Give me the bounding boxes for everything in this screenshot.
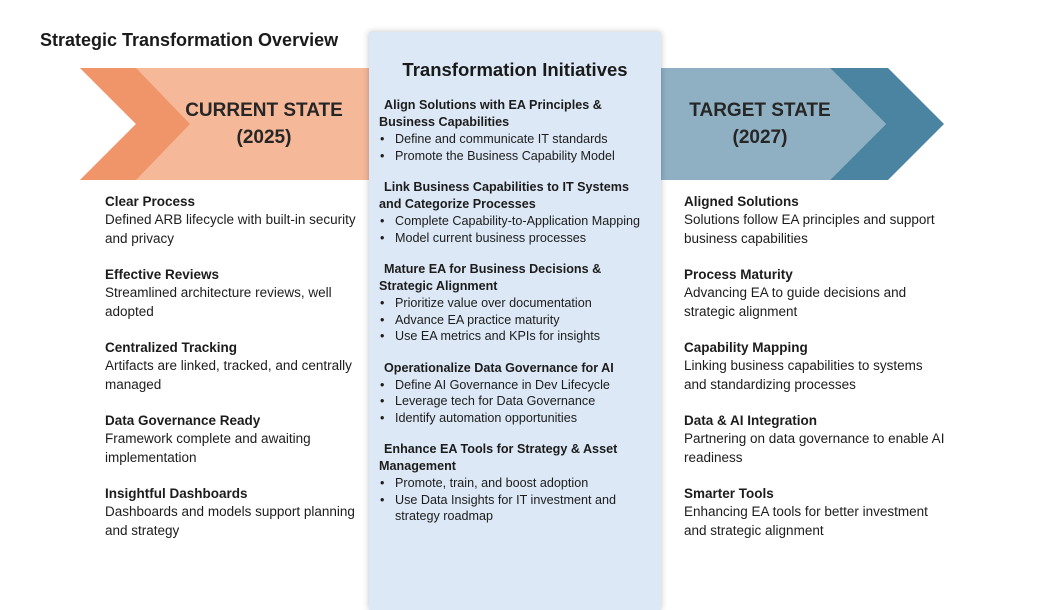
item-heading: Centralized Tracking — [105, 340, 238, 355]
item-heading: Process Maturity — [684, 267, 793, 282]
item-description: Defined ARB lifecycle with built-in security and privacy — [105, 212, 356, 246]
initiative-group — [379, 441, 654, 525]
initiative-bullets — [379, 475, 654, 525]
initiative-heading: Align Solutions with EA Principles & Business Capabilities — [379, 98, 602, 129]
item-heading: Insightful Dashboards — [105, 486, 248, 501]
initiative-bullets — [379, 213, 654, 246]
initiative-bullet: • Promote the Business Capability Model — [379, 148, 654, 165]
initiative-group — [379, 261, 654, 345]
list-item — [105, 193, 367, 248]
item-description: Dashboards and models support planning and strategy — [105, 504, 355, 538]
initiative-group — [379, 179, 654, 246]
initiatives-title: Transformation Initiatives — [402, 59, 628, 80]
item-description: Framework complete and awaiting implementation — [105, 431, 311, 465]
item-description: Solutions follow EA principles and support business capabilities — [684, 212, 935, 246]
current-state-label — [180, 97, 348, 151]
item-description: Streamlined architecture reviews, well adopted — [105, 285, 332, 319]
item-description: Artifacts are linked, tracked, and centrally managed — [105, 358, 352, 392]
initiative-bullet: • Complete Capability-to-Application Mapping — [379, 213, 654, 230]
list-item — [684, 485, 946, 540]
item-heading: Capability Mapping — [684, 340, 808, 355]
initiative-bullet: • Advance EA practice maturity — [379, 312, 654, 329]
target-state-label — [680, 97, 840, 151]
initiative-heading: Enhance EA Tools for Strategy & Asset Management — [379, 442, 618, 473]
item-heading: Smarter Tools — [684, 486, 774, 501]
list-item — [684, 193, 946, 248]
initiative-heading: Link Business Capabilities to IT Systems and Categorize Processes — [379, 180, 629, 211]
list-item — [105, 339, 367, 394]
current-state-title: CURRENT STATE — [185, 100, 343, 121]
initiative-heading: Mature EA for Business Decisions & Strategic Alignment — [379, 262, 602, 293]
item-description: Advancing EA to guide decisions and strategic alignment — [684, 285, 907, 319]
list-item — [105, 485, 367, 540]
transformation-initiatives-panel — [369, 32, 661, 610]
target-state-list — [684, 193, 946, 558]
initiative-heading: Operationalize Data Governance for AI — [384, 360, 614, 375]
item-heading: Data & AI Integration — [684, 413, 818, 428]
initiative-bullet: • Leverage tech for Data Governance — [379, 393, 654, 410]
target-state-title: TARGET STATE — [689, 100, 831, 121]
list-item — [105, 266, 367, 321]
item-description: Enhancing EA tools for better investment and strategic alignment — [684, 504, 928, 538]
current-state-list — [105, 193, 367, 558]
initiative-bullets — [379, 295, 654, 345]
item-heading: Aligned Solutions — [684, 194, 799, 209]
item-description: Linking business capabilities to systems and standardizing processes — [684, 358, 923, 392]
item-heading: Clear Process — [105, 194, 196, 209]
page-title: Strategic Transformation Overview — [40, 30, 339, 50]
list-item — [684, 412, 946, 467]
initiative-group — [379, 360, 654, 427]
initiative-bullet: • Define and communicate IT standards — [379, 131, 654, 148]
current-state-year: (2025) — [236, 127, 292, 148]
initiative-bullet: • Use EA metrics and KPIs for insights — [379, 328, 654, 345]
item-heading: Effective Reviews — [105, 267, 220, 282]
initiative-bullet: • Use Data Insights for IT investment and strategy roadmap — [379, 492, 654, 525]
list-item — [684, 266, 946, 321]
item-heading: Data Governance Ready — [105, 413, 261, 428]
initiative-bullet: • Promote, train, and boost adoption — [379, 475, 654, 492]
initiative-bullet: • Identify automation opportunities — [379, 410, 654, 427]
initiative-bullet: • Prioritize value over documentation — [379, 295, 654, 312]
initiatives-list — [379, 97, 654, 540]
initiative-bullets — [379, 131, 654, 164]
initiative-bullet: • Model current business processes — [379, 230, 654, 247]
item-description: Partnering on data governance to enable AI readiness — [684, 431, 945, 465]
target-state-year: (2027) — [732, 127, 788, 148]
list-item — [105, 412, 367, 467]
initiative-bullet: • Define AI Governance in Dev Lifecycle — [379, 377, 654, 394]
list-item — [684, 339, 946, 394]
initiative-group — [379, 97, 654, 164]
initiative-bullets — [379, 377, 654, 427]
